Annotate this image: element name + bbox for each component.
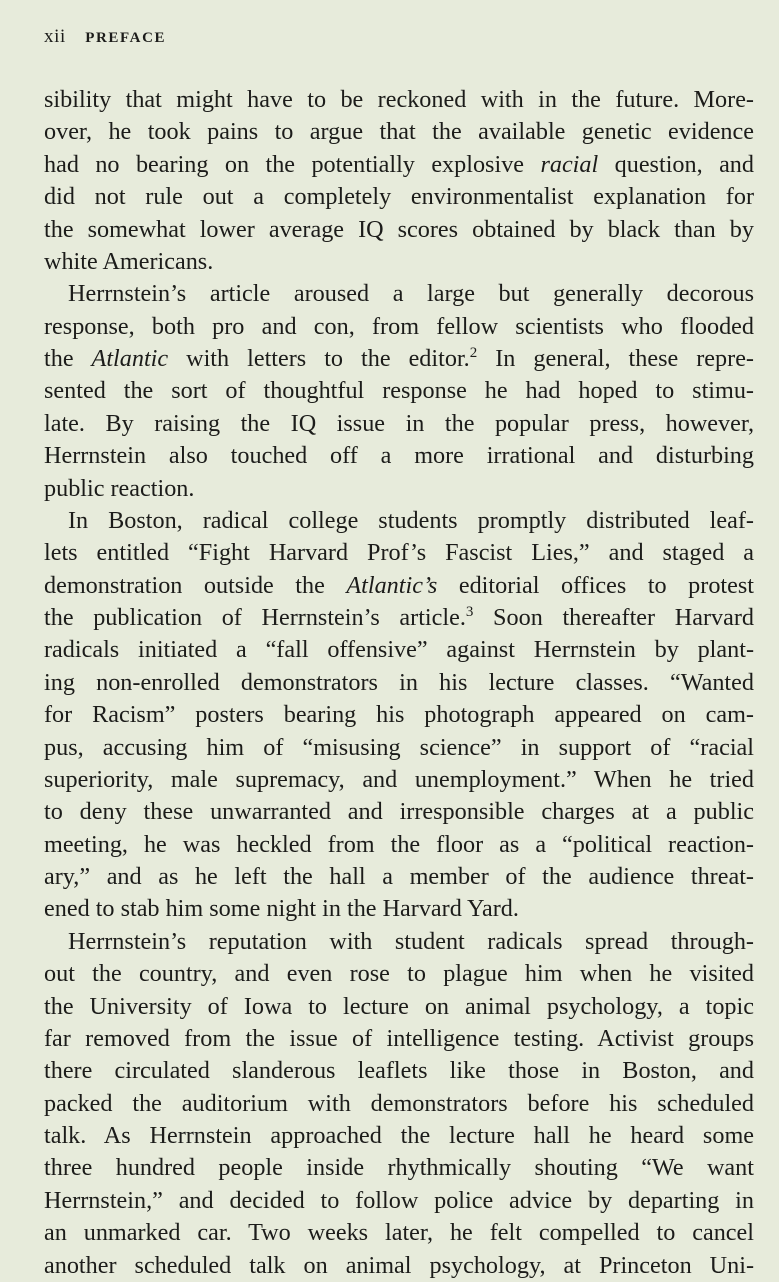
page-number: xii	[44, 26, 66, 47]
text-line: the Atlantic with letters to the editor.$^2$ In general, these repre-	[44, 345, 754, 372]
text-line: radicals initiated a “fall offensive” against Herrnstein by plant-	[44, 636, 754, 664]
text-line: Herrnstein,” and decided to follow police advice by departing in	[44, 1186, 754, 1214]
text-line: ened to stab him some night in the Harvard Yard.	[44, 895, 519, 923]
text-line: had no bearing on the potentially explosive racial question, and	[44, 150, 754, 178]
emphasis-atlantic: Atlantic	[91, 345, 169, 372]
text-line: Herrnstein also touched off a more irrational and disturbing	[44, 442, 754, 470]
text-line: pus, accusing him of “misusing science” in support of “racial	[44, 733, 754, 761]
text-line: for Racism” posters bearing his photograph appeared on cam-	[44, 701, 754, 729]
text-line: meeting, he was heckled from the floor as a “political reaction-	[44, 830, 754, 858]
text-line: public reaction.	[44, 474, 195, 502]
text-line: to deny these unwarranted and irresponsible charges at a public	[44, 798, 754, 826]
emphasis-atlantics: Atlantic’s	[346, 571, 438, 599]
text-line: the somewhat lower average IQ scores obtained by black than by	[44, 215, 754, 243]
text-line: far removed from the issue of intelligence testing. Activist groups	[44, 1024, 754, 1052]
text-line: lets entitled “Fight Harvard Prof’s Fascist Lies,” and staged a	[44, 539, 754, 567]
text-line: the publication of Herrnstein’s article.$^3$ Soon thereafter Harvard	[44, 604, 755, 631]
footnote-marker: 3	[465, 604, 474, 620]
footnote-marker: 2	[469, 345, 478, 361]
text-line: sibility that might have to be reckoned with in the future. More-	[44, 86, 754, 113]
text-line: three hundred people inside rhythmically shouting “We want	[44, 1154, 754, 1182]
running-head	[44, 26, 166, 48]
text-line: superiority, male supremacy, and unemployment.” When he tried	[44, 765, 754, 793]
body-text	[44, 84, 754, 1282]
text-line: white Americans.	[44, 247, 214, 275]
text-line: late. By raising the IQ issue in the popular press, however,	[44, 409, 754, 437]
text-line: there circulated slanderous leaflets like those in Boston, and	[44, 1057, 754, 1085]
text-line: another scheduled talk on animal psychology, at Princeton Uni-	[44, 1251, 754, 1279]
emphasis-racial: racial	[540, 150, 599, 178]
text-line: packed the auditorium with demonstrators before his scheduled	[44, 1089, 754, 1117]
text-line: out the country, and even rose to plague him when he visited	[44, 960, 754, 988]
text-line: ing non-enrolled demonstrators in his lecture classes. “Wanted	[44, 668, 754, 696]
text-line: sented the sort of thoughtful response he had hoped to stimu-	[44, 377, 754, 405]
text-line: Herrnstein’s reputation with student radicals spread through-	[68, 927, 754, 955]
text-line: Herrnstein’s article aroused a large but generally decorous	[68, 280, 754, 308]
text-line: did not rule out a completely environmentalist explanation for	[44, 183, 754, 211]
text-line: talk. As Herrnstein approached the lecture hall he heard some	[44, 1122, 754, 1149]
text-line: over, he took pains to argue that the available genetic evidence	[44, 118, 754, 146]
text-line: an unmarked car. Two weeks later, he felt compelled to cancel	[44, 1219, 754, 1247]
text-line: ary,” and as he left the hall a member of the audience threat-	[44, 863, 754, 890]
text-line: response, both pro and con, from fellow scientists who flooded	[44, 312, 754, 340]
text-line: the University of Iowa to lecture on animal psychology, a topic	[44, 992, 754, 1020]
text-line: demonstration outside the Atlantic’s editorial offices to protest	[44, 571, 755, 599]
text-line: In Boston, radical college students promptly distributed leaf-	[68, 506, 754, 534]
section-title: PREFACE	[85, 30, 167, 46]
